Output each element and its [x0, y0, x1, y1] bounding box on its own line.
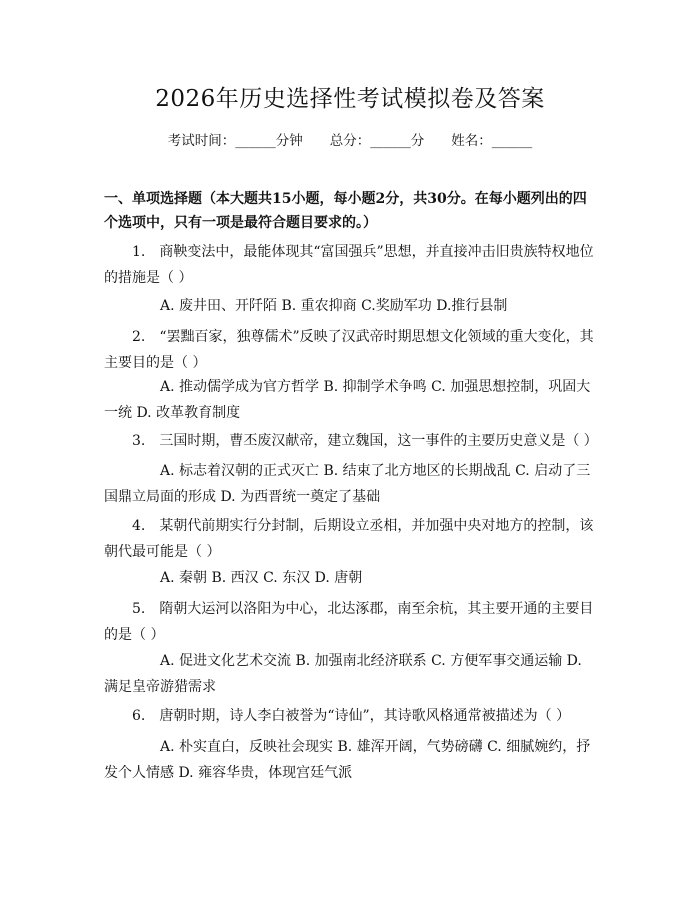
question-6-options: A. 朴实直白，反映社会现实 B. 雄浑开阔，气势磅礴 C. 细腻婉约，抒发个人情感 D. 雍容华贵，体现宫廷气派 — [104, 739, 591, 781]
page-title: 2026年历史选择性考试模拟卷及答案 — [155, 86, 545, 112]
question-4-stem: 4. 某朝代前期实行分封制，后期设立丞相，并加强中央对地方的控制，该朝代最可能是（ ） — [104, 518, 594, 560]
question-5-options: A. 促进文化艺术交流 B. 加强南北经济联系 C. 方便军事交通运输 D. 满足皇帝游猎需求 — [104, 653, 582, 695]
question-2-options: A. 推动儒学成为官方哲学 B. 抑制学术争鸣 C. 加强思想控制，巩固大一统 D. 改革教育制度 — [104, 379, 591, 421]
question-3-stem: 3. 三国时期，曹丕废汉献帝，建立魏国，这一事件的主要历史意义是（ ） — [132, 433, 598, 449]
question-4-options: A. 秦朝 B. 西汉 C. 东汉 D. 唐朝 — [160, 570, 363, 586]
exam-info-line: 考试时间：______分钟 总分：______分 姓名：______ — [167, 133, 533, 149]
question-1-stem: 1. 商鞅变法中，最能体现其“富国强兵”思想，并直接冲击旧贵族特权地位的措施是（ ） — [104, 244, 594, 286]
section-heading: 一、单项选择题（本大题共15小题，每小题2分，共30分。在每小题列出的四个选项中，只有一项是最符合题目要求的。） — [104, 191, 587, 231]
question-1-options: A. 废井田、开阡陌 B. 重农抑商 C.奖励军功 D.推行县制 — [160, 298, 508, 314]
question-2-stem: 2. “罢黜百家，独尊儒术”反映了汉武帝时期思想文化领域的重大变化，其主要目的是（ ） — [104, 329, 594, 371]
question-5-stem: 5. 隋朝大运河以洛阳为中心，北达涿郡，南至余杭，其主要开通的主要目的是（ ） — [104, 601, 594, 643]
question-6-stem: 6. 唐朝时期，诗人李白被誉为“诗仙”，其诗歌风格通常被描述为（ ） — [132, 708, 571, 724]
question-3-options: A. 标志着汉朝的正式灭亡 B. 结束了北方地区的长期战乱 C. 启动了三国鼎立局面的形成 D. 为西晋统一奠定了基础 — [104, 463, 591, 505]
